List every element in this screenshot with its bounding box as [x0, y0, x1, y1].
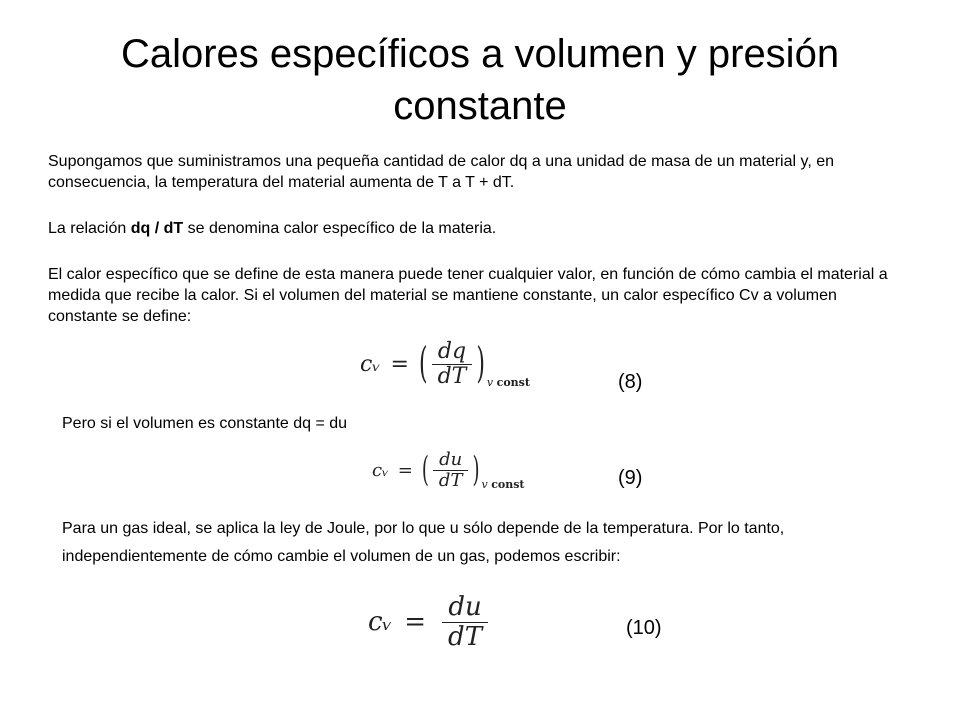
eq10-denominator: dT — [448, 621, 483, 652]
eq8-left-paren: ( — [418, 340, 428, 389]
equation-8-number: (8) — [618, 371, 643, 393]
eq8-denominator: dT — [437, 364, 467, 390]
eq10-lhs: cᵥ — [368, 607, 393, 638]
equation-10 — [368, 593, 492, 651]
eq9-sub-v: v — [481, 477, 488, 491]
eq9-subscript — [481, 478, 524, 491]
eq9-equals: = — [397, 459, 413, 481]
paragraph-joule-law: Para un gas ideal, se aplica la ley de Joule, por lo que u sólo depende de la temperatura. Por lo tanto, independientemente de cómo cambie el volumen de un gas, podemos escribir: — [62, 520, 785, 565]
eq8-lhs: cᵥ — [360, 352, 381, 378]
paragraph-constant-volume-du: Pero si el volumen es constante dq = du — [62, 415, 348, 432]
eq8-fraction — [432, 340, 473, 389]
eq9-left-paren: ( — [421, 450, 429, 491]
eq8-sub-const: const — [496, 376, 530, 390]
eq9-denominator: dT — [438, 469, 463, 491]
text-suffix: se denomina calor específico de la materia. — [183, 220, 497, 237]
eq8-numerator: dq — [437, 339, 467, 364]
equation-10-number: (10) — [626, 617, 662, 639]
eq9-fraction — [433, 450, 469, 491]
eq8-sub-v: v — [486, 376, 494, 390]
equation-9-number: (9) — [618, 467, 643, 489]
eq8-right-paren: ) — [476, 340, 485, 389]
eq8-equals: = — [390, 352, 409, 378]
eq10-numerator: du — [448, 592, 482, 622]
equation-9 — [372, 450, 525, 491]
slide-title: Calores específicos a volumen y presión constante — [120, 32, 840, 128]
eq10-equals: = — [404, 607, 427, 638]
eq10-fraction — [442, 593, 488, 651]
text-prefix: La relación — [48, 220, 131, 237]
equation-8 — [360, 340, 530, 389]
eq9-numerator: du — [439, 449, 463, 470]
eq9-right-paren: ) — [472, 450, 480, 491]
paragraph-specific-heat-definition — [48, 218, 908, 239]
paragraph-constant-volume: El calor específico que se define de esta manera puede tener cualquier valor, en función de cómo cambia el material a medida que recibe la calor. Si el volumen del material se mantiene constante, un calor específico Cv a volumen constante se define: — [48, 266, 888, 325]
eq9-lhs: cᵥ — [372, 459, 389, 481]
eq9-sub-const: const — [491, 477, 525, 491]
paragraph-heat-supply: Supongamos que suministramos una pequeña cantidad de calor dq a una unidad de masa de un material y, en consecuencia, la temperatura del material aumenta de T a T + dT. — [48, 153, 834, 191]
eq8-subscript — [487, 376, 530, 389]
text-bold-ratio: dq / dT — [130, 220, 184, 237]
